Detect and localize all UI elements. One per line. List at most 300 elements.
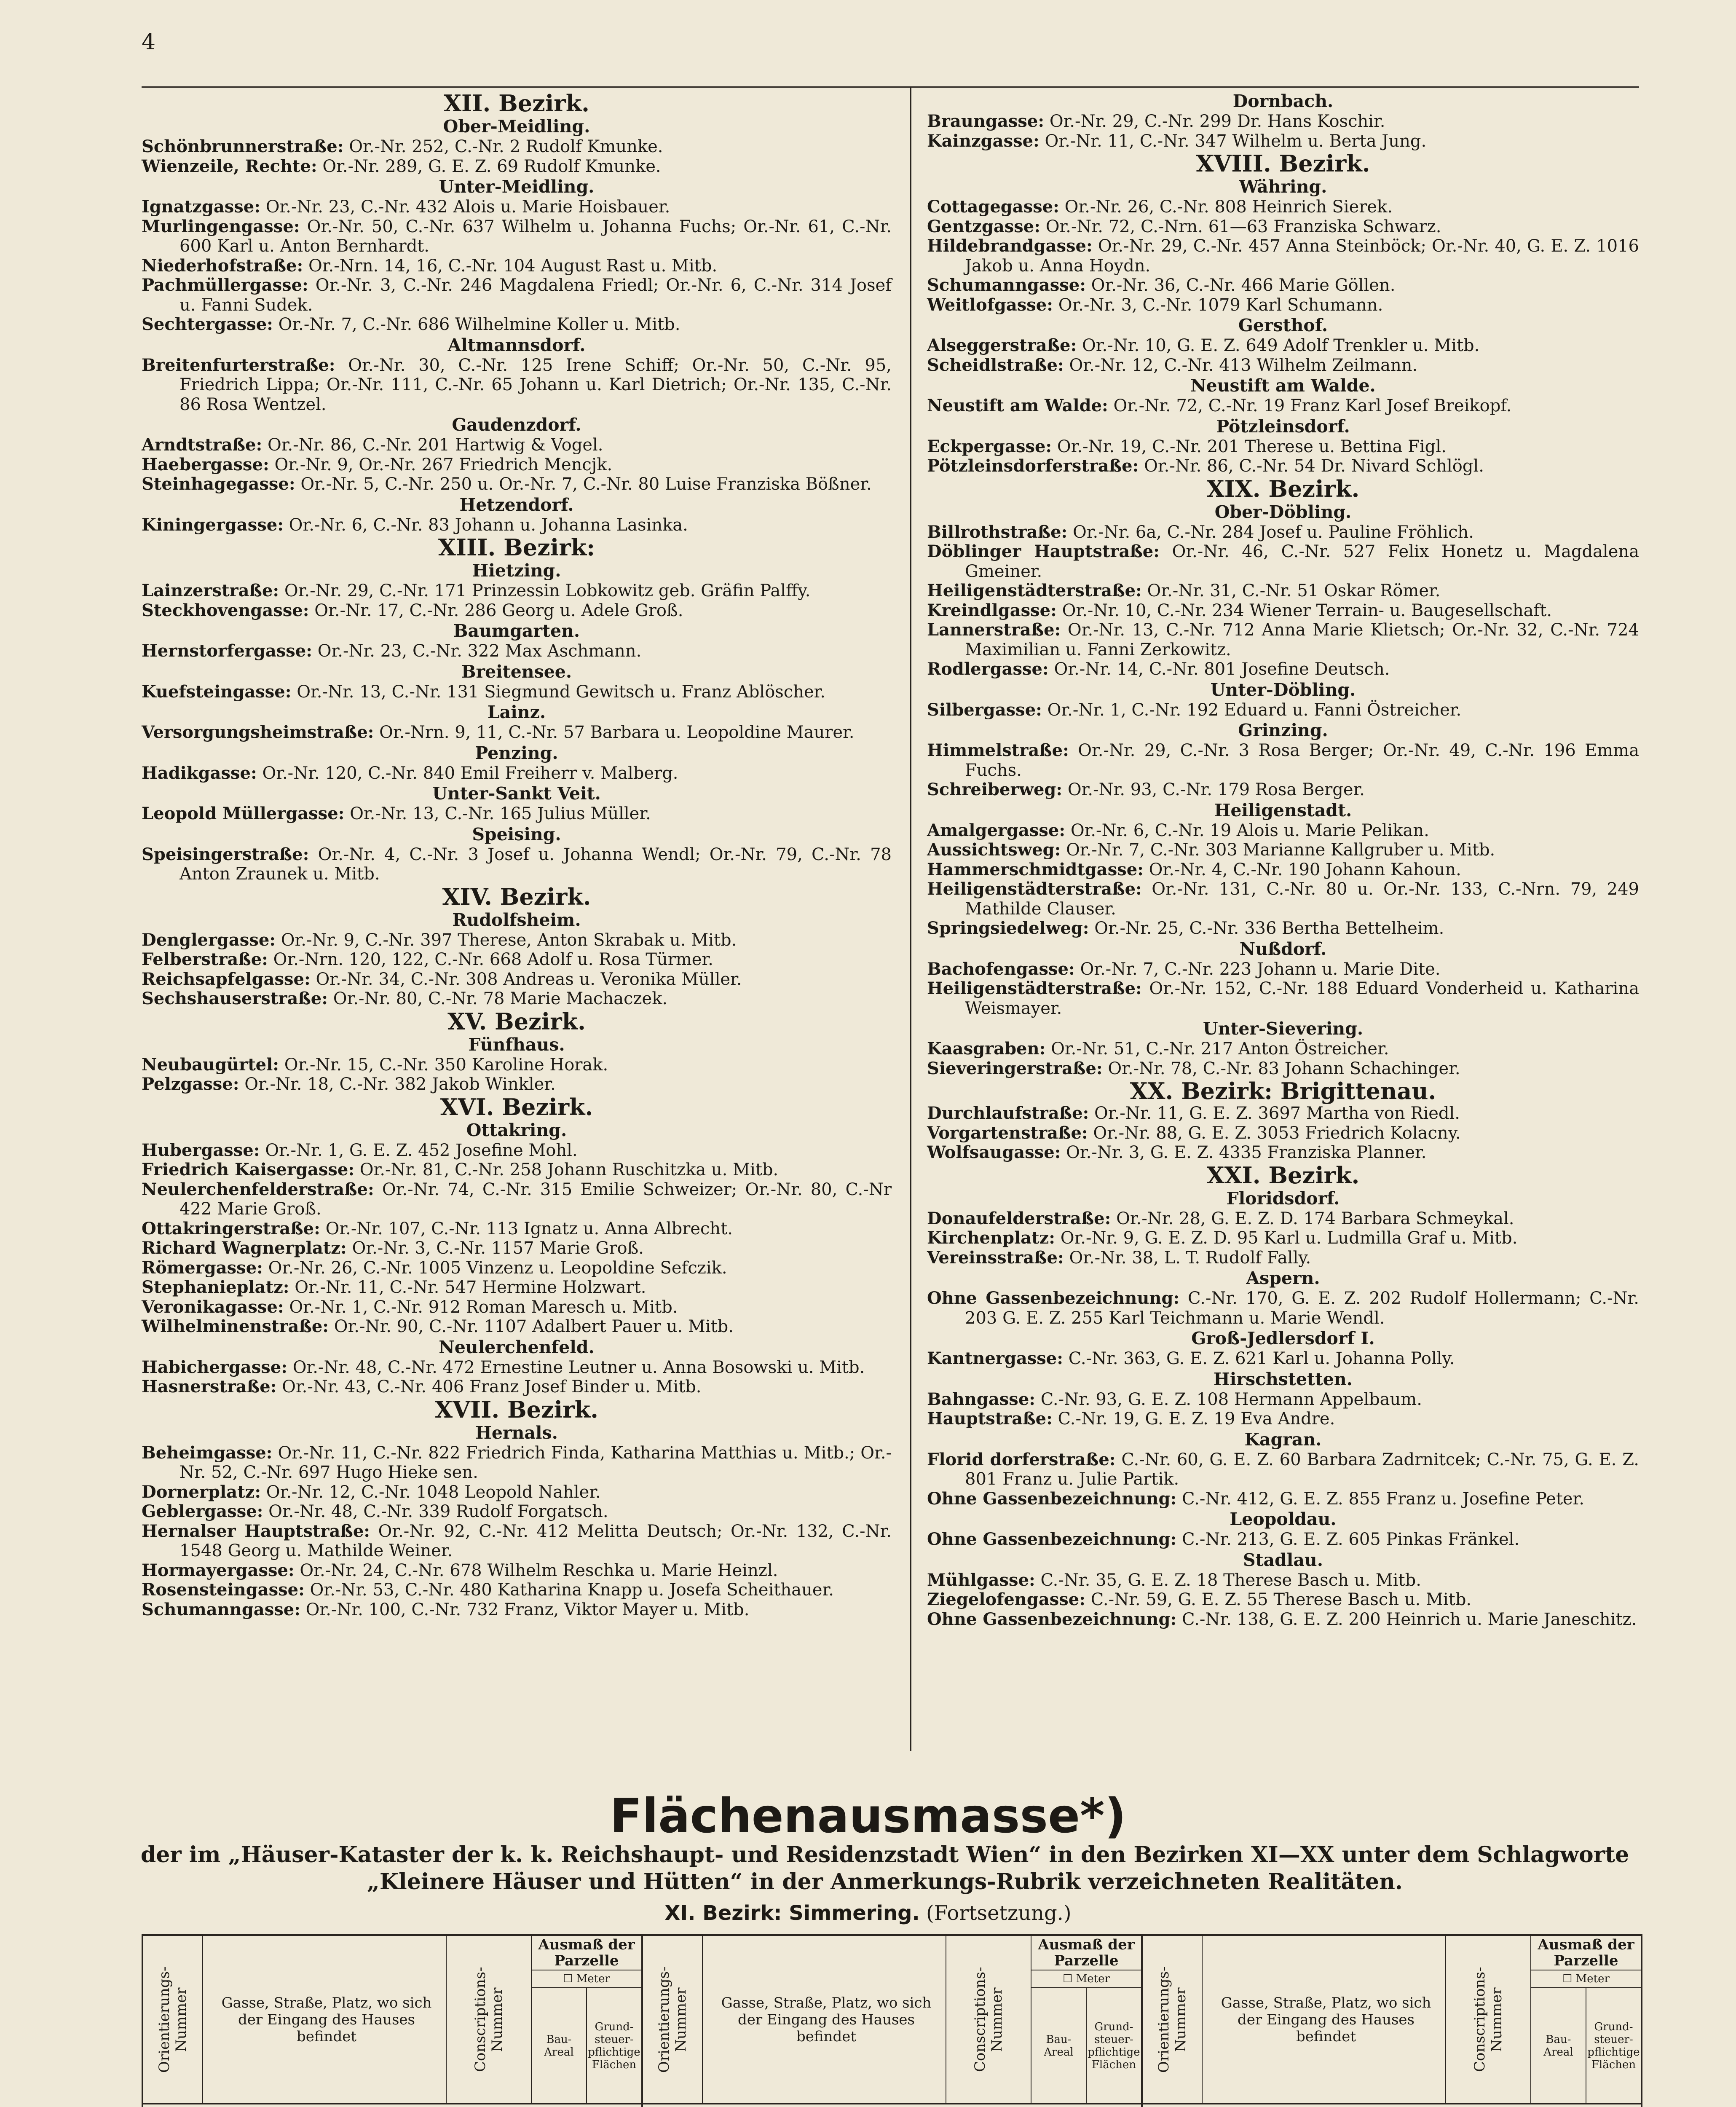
entry-text: Or.-Nr. 93, C.-Nr. 179 Rosa Berger. [1062,780,1365,799]
entry [927,336,1639,356]
locality-title: Pötzleinsdorf. [1216,416,1350,437]
street-name: Dornerplatz: [142,1482,261,1502]
entry-text: Or.-Nr. 36, C.-Nr. 466 Marie Göllen. [1085,276,1396,295]
entry [927,1143,1639,1163]
entry-text: C.-Nr. 363, G. E. Z. 621 Karl u. Johanna Polly. [1063,1349,1455,1368]
entry [927,523,1639,542]
entry [927,1059,1639,1079]
entry-text: Or.-Nr. 13, C.-Nr. 165 Julius Müller. [344,804,651,823]
street-name: Breitenfurterstraße: [142,355,335,375]
measure-unit: ☐ Meter [1531,1970,1641,1988]
entry [927,659,1639,679]
entry-text: Or.-Nr. 4, C.-Nr. 190 Johann Kahoun. [1143,860,1461,879]
locality-title: Fünfhaus. [468,1034,565,1055]
street-name: Schreiberweg: [927,780,1063,799]
entry [927,1610,1639,1630]
entry [142,1278,892,1297]
entry-text: C.-Nr. 19, G. E. Z. 19 Eva Andre. [1052,1409,1335,1429]
street-name: Wienzeile, Rechte: [142,156,317,176]
entry [142,315,892,335]
header-grund: Grund-steuer-pflichtige Flächen [1088,2020,1140,2071]
header-conscription [447,1936,532,2103]
entry [142,1561,892,1581]
entry [142,474,892,494]
entry [927,601,1639,621]
entry [927,1571,1639,1590]
header-orientation [1143,1936,1203,2103]
entry [927,396,1639,416]
locality-title: Unter-Sankt Veit. [432,783,601,804]
street-name: Richard Wagnerplatz: [142,1238,347,1258]
entry [142,1075,892,1094]
entry-text: Or.-Nr. 43, C.-Nr. 406 Franz Josef Binder u. Mitb. [276,1377,702,1397]
header-grund: Grund-steuer-pflichtige Flächen [588,2020,640,2071]
street-name: Heiligenstädterstraße: [927,879,1142,899]
street-name: Kuefsteingasse: [142,681,292,702]
street-name: Döblinger Hauptstraße: [927,541,1160,561]
street-name: Pötzleinsdorferstraße: [927,456,1139,476]
entry [927,700,1639,720]
measure-unit: ☐ Meter [1031,1970,1141,1988]
entry-text: Or.-Nr. 1, C.-Nr. 912 Roman Maresch u. Mitb. [284,1297,678,1317]
street-name: Niederhofstraße: [142,255,303,276]
subtitle-line-1: der im „Häuser-Kataster der k. k. Reichshaupt- und Residenzstadt Wien“ in den Bezirken XI—XX unter dem Schlagworte [140,1842,1629,1868]
street-name: Eckpergasse: [927,436,1052,456]
street-name: Florid dorferstraße: [927,1449,1116,1469]
locality-title: Ottakring. [466,1120,567,1140]
entry-text: Or.-Nrn. 9, 11, C.-Nr. 57 Barbara u. Leopoldine Maurer. [374,723,855,742]
entry-text: Or.-Nr. 26, C.-Nr. 808 Heinrich Sierek. [1059,197,1393,217]
entry [927,581,1639,601]
entry-text: Or.-Nr. 50, C.-Nr. 637 Wilhelm u. Johanna Fuchs; Or.-Nr. 61, C.-Nr. 600 Karl u. Anton Bernhardt. [179,217,892,256]
locality-title: Gersthof. [1238,315,1328,335]
header-bau: Bau-Areal [1031,1988,1087,2103]
entry [142,950,892,970]
street-name: Lannerstraße: [927,620,1061,640]
entry-text: Or.-Nr. 17, C.-Nr. 286 Georg u. Adele Groß. [309,600,683,620]
entry-text: Or.-Nr. 10, G. E. Z. 649 Adolf Trenkler u. Mitb. [1077,336,1480,355]
locality-title: Unter-Döbling. [1210,679,1356,700]
street-name: Veronikagasse: [142,1297,284,1317]
entry-text: Or.-Nr. 6, C.-Nr. 19 Alois u. Marie Pelikan. [1065,820,1429,840]
district-title: XIV. Bezirk. [442,883,591,910]
entry [142,515,892,535]
entry-text: Or.-Nr. 100, C.-Nr. 732 Franz, Viktor Mayer u. Mitb. [300,1600,750,1619]
district-title: XXI. Bezirk. [1206,1161,1360,1189]
right-column [927,91,1639,1629]
entry-text: Or.-Nrn. 14, 16, C.-Nr. 104 August Rast u. Mitb. [303,256,718,276]
street-name: Amalgergasse: [927,820,1066,840]
header-orientation [143,1936,203,2103]
entry-text: Or.-Nr. 51, C.-Nr. 217 Anton Östreicher. [1045,1039,1389,1059]
subtitle [126,1842,1643,1895]
locality-title: Unter-Meidling. [439,177,595,197]
locality-title: Rudolfsheim. [452,909,581,930]
entry [927,821,1639,841]
measure-title: Ausmaß der Parzelle [1031,1936,1141,1970]
entry-text: Or.-Nr. 13, C.-Nr. 131 Siegmund Gewitsch u. Franz Ablöscher. [291,682,826,702]
entry-text: Or.-Nr. 92, C.-Nr. 412 Melitta Deutsch; Or.-Nr. 132, C.-Nr. 1548 Georg u. Mathilde Weiner. [179,1521,892,1560]
entry-text: Or.-Nr. 18, C.-Nr. 382 Jakob Winkler. [239,1075,556,1094]
entry-text: Or.-Nr. 26, C.-Nr. 1005 Vinzenz u. Leopoldine Sefczik. [263,1258,727,1278]
entry [927,780,1639,800]
header-street: Gasse, Straße, Platz, wo sich der Eingang des Hauses befindet [203,1936,447,2103]
locality-title: Hietzing. [472,560,561,581]
header-orientation-text: Orientierungs-Nummer [1155,1966,1189,2073]
street-name: Hammerschmidtgasse: [927,859,1144,879]
entry-text: Or.-Nr. 72, C.-Nr. 19 Franz Karl Josef Breikopf. [1108,396,1512,416]
locality-title: Breitensee. [461,661,572,682]
district-title: XV. Bezirk. [447,1008,586,1035]
left-column [142,91,892,1619]
street-name: Ohne Gassenbezeichnung: [927,1288,1180,1308]
entry-text: Or.-Nr. 6a, C.-Nr. 284 Josef u. Pauline Fröhlich. [1067,522,1474,542]
street-name: Kirchenplatz: [927,1228,1056,1248]
entry-text: Or.-Nr. 7, C.-Nr. 303 Marianne Kallgruber u. Mitb. [1061,840,1495,860]
street-name: Hadikgasse: [142,763,257,783]
street-name: Bachofengasse: [927,959,1075,979]
entry-text: Or.-Nr. 289, G. E. Z. 69 Rudolf Kmunke. [317,156,661,176]
entry-text: Or.-Nr. 11, C.-Nr. 822 Friedrich Finda, Katharina Matthias u. Mitb.; Or.-Nr. 52, C.-Nr. 697 Hugo Hieke sen. [179,1443,892,1482]
entry [142,1160,892,1180]
entry-text: Or.-Nr. 9, C.-Nr. 397 Therese, Anton Skrabak u. Mitb. [276,930,737,950]
entry-text: Or.-Nr. 88, G. E. Z. 3053 Friedrich Kolacny. [1088,1123,1461,1143]
entry [142,137,892,157]
entry [142,157,892,177]
entry [927,879,1639,919]
entry [927,276,1639,295]
headline: Flächenausmasse*) [610,1789,1126,1844]
locality-title: Neustift am Walde. [1190,375,1376,396]
entry-text: Or.-Nr. 46, C.-Nr. 527 Felix Honetz u. Magdalena Gmeiner. [965,542,1639,581]
entry-text: Or.-Nr. 15, C.-Nr. 350 Karoline Horak. [279,1055,608,1075]
entry [927,1450,1639,1489]
street-name: Kantnergasse: [927,1348,1063,1368]
header-conscription-text: Conscriptions-Nummer [1471,1967,1505,2072]
street-name: Kiningergasse: [142,515,284,535]
entry-text: Or.-Nr. 19, C.-Nr. 201 Therese u. Bettina Figl. [1052,437,1447,456]
entry [927,1590,1639,1610]
entry-text: Or.-Nr. 7, C.-Nr. 686 Wilhelmine Koller u. Mitb. [273,315,680,334]
entry-text: C.-Nr. 170, G. E. Z. 202 Rudolf Hollermann; C.-Nr. 203 G. E. Z. 255 Karl Teichmann u. Marie Wendl. [965,1289,1639,1328]
entry [142,764,892,783]
entry-text: Or.-Nr. 74, C.-Nr. 315 Emilie Schweizer; Or.-Nr. 80, C.-Nr 422 Marie Groß. [179,1179,892,1219]
table-header [143,1936,641,2104]
entry [142,1238,892,1258]
street-name: Neulerchenfelderstraße: [142,1179,374,1199]
locality-title: Gaudenzdorf. [452,415,581,435]
street-name: Beheimgasse: [142,1442,273,1463]
header-orientation [643,1936,703,2103]
table-header [1143,1936,1641,2104]
street-name: Hasnerstraße: [142,1377,277,1397]
street-name: Haebergasse: [142,454,269,474]
locality-title: Hirschstetten. [1214,1369,1353,1389]
locality-title: Baumgarten. [453,621,580,641]
entry-text: Or.-Nr. 5, C.-Nr. 250 u. Or.-Nr. 7, C.-Nr. 80 Luise Franziska Bößner. [295,474,872,494]
entry-text: Or.-Nr. 1, C.-Nr. 192 Eduard u. Fanni Östreicher. [1042,700,1462,720]
entry [142,930,892,950]
street-name: Römergasse: [142,1257,263,1278]
entry [142,1258,892,1278]
locality-title: Kagran. [1244,1429,1322,1450]
entry [927,236,1639,276]
entry-text: Or.-Nr. 29, C.-Nr. 457 Anna Steinböck; Or.-Nr. 40, G. E. Z. 1016 Jakob u. Anna Hoydn. [965,236,1639,276]
street-name: Cottagegasse: [927,197,1059,217]
entry [927,356,1639,375]
measure-sub [532,1988,641,2103]
entry-text: Or.-Nr. 131, C.-Nr. 80 u. Or.-Nr. 133, C.-Nrn. 79, 249 Mathilde Clauser. [965,879,1639,919]
street-name: Hormayergasse: [142,1560,295,1580]
entry-text: Or.-Nr. 28, G. E. Z. D. 174 Barbara Schmeykal. [1111,1209,1514,1228]
header-measure [532,1936,641,2103]
entry-text: Or.-Nr. 9, G. E. Z. D. 95 Karl u. Ludmilla Graf u. Mitb. [1055,1228,1518,1248]
street-name: Wolfsaugasse: [927,1142,1061,1162]
entry [142,435,892,455]
entry [142,1482,892,1502]
header-orientation-text: Orientierungs-Nummer [156,1966,190,2073]
header-conscription [1446,1936,1531,2103]
subtitle-line-2: „Kleinere Häuser und Hütten“ in der Anmerkungs-Rubrik verzeichneten Realitäten. [367,1869,1403,1895]
locality-title: Währing. [1239,177,1327,197]
entry [927,131,1639,151]
header-street: Gasse, Straße, Platz, wo sich der Eingang des Hauses befindet [703,1936,946,2103]
entry [927,112,1639,131]
street-name: Ziegelofengasse: [927,1590,1086,1609]
entry-text: Or.-Nr. 90, C.-Nr. 1107 Adalbert Pauer u. Mitb. [329,1317,734,1336]
entry [142,1358,892,1378]
entry-text: Or.-Nr. 152, C.-Nr. 188 Eduard Vonderheid u. Katharina Weismayer. [965,979,1639,1018]
street-name: Versorgungsheimstraße: [142,722,374,742]
entry-text: Or.-Nr. 14, C.-Nr. 801 Josefine Deutsch. [1048,659,1390,679]
entry [927,919,1639,938]
entry-text: Or.-Nr. 30, C.-Nr. 125 Irene Schiff; Or.-Nr. 50, C.-Nr. 95, Friedrich Lippa; Or.-Nr. 111, C.-Nr. 65 Johann u. Karl Dietrich; Or.-Nr. 135, C.-Nr. 86 Rosa Wentzel. [179,355,892,414]
district-title: XX. Bezirk: Brigittenau. [1130,1078,1436,1104]
entry [142,1141,892,1161]
entry-text: C.-Nr. 138, G. E. Z. 200 Heinrich u. Marie Janeschitz. [1176,1609,1637,1629]
entry [142,1219,892,1239]
entry-text: Or.-Nr. 6, C.-Nr. 83 Johann u. Johanna Lasinka. [283,515,688,535]
street-name: Mühlgasse: [927,1570,1035,1590]
street-name: Braungasse: [927,111,1045,131]
locality-title: Heiligenstadt. [1214,800,1352,820]
entry-text: Or.-Nr. 53, C.-Nr. 480 Katharina Knapp u. Josefa Scheithauer. [304,1580,834,1600]
street-name: Denglergasse: [142,930,276,950]
street-name: Hubergasse: [142,1140,260,1160]
entry-text: Or.-Nr. 86, C.-Nr. 201 Hartwig & Vogel. [262,435,603,455]
header-conscription-text: Conscriptions-Nummer [972,1967,1005,2072]
locality-title: Leopoldau. [1230,1509,1337,1529]
area-table [142,1934,1642,2107]
entry [142,989,892,1009]
entry-text: Or.-Nr. 29, C.-Nr. 171 Prinzessin Lobkowitz geb. Gräfin Palffy. [279,581,811,600]
street-name: Vorgartenstraße: [927,1123,1088,1143]
entry-text: Or.-Nr. 3, G. E. Z. 4335 Franziska Planner. [1061,1143,1427,1162]
street-name: Rodlergasse: [927,659,1049,679]
street-name: Kreindlgasse: [927,600,1057,620]
entry-text: Or.-Nr. 7, C.-Nr. 223 Johann u. Marie Dite. [1074,959,1441,979]
entry-text: Or.-Nr. 3, C.-Nr. 1079 Karl Schumann. [1053,295,1383,315]
entry-text: Or.-Nr. 23, C.-Nr. 432 Alois u. Marie Hoisbauer. [260,197,670,217]
street-name: Durchlaufstraße: [927,1103,1089,1123]
entry-text: Or.-Nr. 11, C.-Nr. 547 Hermine Holzwart. [289,1278,646,1297]
entry [927,1039,1639,1059]
locality-title: Dornbach. [1232,91,1334,111]
street-name: Springsiedelweg: [927,918,1089,938]
entry-text: Or.-Nr. 12, C.-Nr. 1048 Leopold Nahler. [261,1482,601,1502]
entry [142,1580,892,1600]
entry [142,970,892,989]
entry [927,197,1639,217]
entry-text: Or.-Nr. 13, C.-Nr. 712 Anna Marie Klietsch; Or.-Nr. 32, C.-Nr. 724 Maximilian u. Fanni Zerkowitz. [965,620,1639,659]
entry-text: Or.-Nr. 107, C.-Nr. 113 Ignatz u. Anna Albrecht. [320,1219,733,1238]
entry [142,1600,892,1620]
street-name: Speisingerstraße: [142,844,309,864]
table-header [643,1936,1141,2104]
entry [142,276,892,315]
district-heading [0,1901,1736,1925]
entry-text: Or.-Nr. 23, C.-Nr. 322 Max Aschmann. [312,641,642,661]
entry-text: C.-Nr. 59, G. E. Z. 55 Therese Basch u. Mitb. [1085,1590,1472,1609]
locality-title: Grinzing. [1238,720,1328,740]
district-title: XII. Bezirk. [444,90,589,117]
street-name: Heiligenstädterstraße: [927,978,1142,998]
district-title: XVI. Bezirk. [440,1093,593,1121]
street-name: Ottakringerstraße: [142,1218,320,1238]
entry-text: Or.-Nr. 34, C.-Nr. 308 Andreas u. Veronika Müller. [310,969,742,989]
entry-text: Or.-Nr. 29, C.-Nr. 3 Rosa Berger; Or.-Nr. 49, C.-Nr. 196 Emma Fuchs. [965,741,1639,780]
entry-text: Or.-Nr. 3, C.-Nr. 246 Magdalena Friedl; Or.-Nr. 6, C.-Nr. 314 Josef u. Fanni Sudek. [179,276,892,315]
entry-text: Or.-Nr. 120, C.-Nr. 840 Emil Freiherr v. Malberg. [257,763,678,783]
header-measure [1531,1936,1641,2103]
street-name: Hauptstraße: [927,1409,1053,1429]
header-conscription [946,1936,1031,2103]
district-title: XVIII. Bezirk. [1196,150,1370,177]
street-name: Kainzgasse: [927,131,1039,151]
entry [142,1443,892,1482]
entry-text: C.-Nr. 60, G. E. Z. 60 Barbara Zadrnitcek; C.-Nr. 75, G. E. Z. 801 Franz u. Julie Partik. [965,1450,1640,1489]
entry [142,1377,892,1397]
measure-sub [1031,1988,1141,2103]
street-name: Ohne Gassenbezeichnung: [927,1529,1177,1549]
street-name: Pelzgasse: [142,1074,239,1094]
header-orientation-text: Orientierungs-Nummer [656,1966,689,2073]
entry-text: Or.-Nr. 252, C.-Nr. 2 Rudolf Kmunke. [343,137,663,156]
street-name: Hildebrandgasse: [927,236,1093,256]
measure-title: Ausmaß der Parzelle [1531,1936,1641,1970]
street-name: Ohne Gassenbezeichnung: [927,1609,1177,1629]
street-name: Sieveringerstraße: [927,1058,1103,1078]
entry [927,217,1639,237]
street-name: Sechshauserstraße: [142,989,328,1008]
entry-text: Or.-Nr. 24, C.-Nr. 678 Wilhelm Reschka u. Marie Heinzl. [294,1560,778,1580]
header-measure [1031,1936,1141,2103]
locality-title: Hetzendorf. [459,494,574,515]
entry [142,455,892,475]
table-body [1143,2104,1641,2107]
entry [142,256,892,276]
street-name: Stephanieplatz: [142,1277,289,1297]
entry [142,1317,892,1337]
entry [927,1228,1639,1248]
street-name: Silbergasse: [927,700,1042,720]
street-name: Alseggerstraße: [927,335,1077,355]
street-name: Lainzerstraße: [142,581,279,600]
entry [142,1297,892,1317]
header-street: Gasse, Straße, Platz, wo sich der Eingang des Hauses befindet [1203,1936,1446,2103]
entry-text: Or.-Nr. 72, C.-Nrn. 61—63 Franziska Schwarz. [1040,217,1441,236]
entry-text: Or.-Nr. 38, L. T. Rudolf Fally. [1064,1248,1311,1268]
table-body [143,2104,641,2107]
entry-text: C.-Nr. 412, G. E. Z. 855 Franz u. Josefine Peter. [1176,1489,1585,1509]
entry [142,723,892,743]
street-name: Pachmüllergasse: [142,275,308,295]
locality-title: Speising. [472,824,561,844]
entry [142,1522,892,1561]
street-name: Ohne Gassenbezeichnung: [927,1488,1177,1509]
street-name: Billrothstraße: [927,522,1068,542]
locality-title: Unter-Sievering. [1203,1019,1364,1039]
locality-title: Stadlau. [1243,1549,1323,1570]
entry [927,1409,1639,1429]
street-name: Neubaugürtel: [142,1054,279,1075]
district-continuation: (Fortsetzung.) [926,1901,1072,1925]
entry [142,682,892,702]
entry [927,1530,1639,1549]
street-name: Geblergasse: [142,1501,263,1521]
entry [927,1349,1639,1369]
entry [927,295,1639,315]
table-group [143,1936,643,2107]
street-name: Himmelstraße: [927,740,1069,760]
entry [927,1289,1639,1328]
street-name: Sechtergasse: [142,314,273,334]
entry-text: Or.-Nr. 11, G. E. Z. 3697 Martha von Riedl. [1089,1104,1460,1123]
street-name: Bahngasse: [927,1389,1036,1409]
locality-title: Floridsdorf. [1226,1188,1340,1209]
street-name: Scheidlstraße: [927,355,1064,375]
entry-text: C.-Nr. 93, G. E. Z. 108 Hermann Appelbaum. [1035,1389,1422,1409]
entry-text: Or.-Nr. 29, C.-Nr. 299 Dr. Hans Koschir. [1044,112,1385,131]
entry [142,197,892,217]
entry [142,1180,892,1219]
street-name: Kaasgraben: [927,1039,1046,1059]
street-name: Leopold Müllergasse: [142,804,345,823]
header-grund: Grund-steuer-pflichtige Flächen [1587,2020,1640,2071]
entry [142,356,892,415]
street-name: Habichergasse: [142,1357,287,1377]
entry-text: C.-Nr. 35, G. E. Z. 18 Therese Basch u. Mitb. [1035,1570,1421,1590]
entry-text: Or.-Nr. 48, C.-Nr. 339 Rudolf Forgatsch. [263,1502,608,1521]
district-name: XI. Bezirk: Simmering. [664,1901,920,1925]
street-name: Hernstorfergasse: [142,641,313,661]
entry-text: Or.-Nr. 4, C.-Nr. 3 Josef u. Johanna Wendl; Or.-Nr. 79, C.-Nr. 78 Anton Zraunek u. Mitb. [179,844,892,884]
entry [927,1248,1639,1268]
entry-text: Or.-Nr. 9, Or.-Nr. 267 Friedrich Mencjk. [269,455,613,474]
entry [927,979,1639,1018]
locality-title: Ober-Döbling. [1214,501,1352,522]
entry [142,804,892,824]
street-name: Aussichtsweg: [927,840,1061,860]
entry-text: Or.-Nr. 31, C.-Nr. 51 Oskar Römer. [1141,581,1441,600]
locality-title: Ober-Meidling. [443,116,590,137]
entry [927,1104,1639,1123]
entry-text: Or.-Nr. 10, C.-Nr. 234 Wiener Terrain- u. Baugesellschaft. [1056,600,1552,620]
street-name: Vereinsstraße: [927,1247,1064,1268]
table-group [1143,1936,1641,2107]
district-title: XIII. Bezirk: [438,534,595,561]
street-name: Arndtstraße: [142,435,263,455]
